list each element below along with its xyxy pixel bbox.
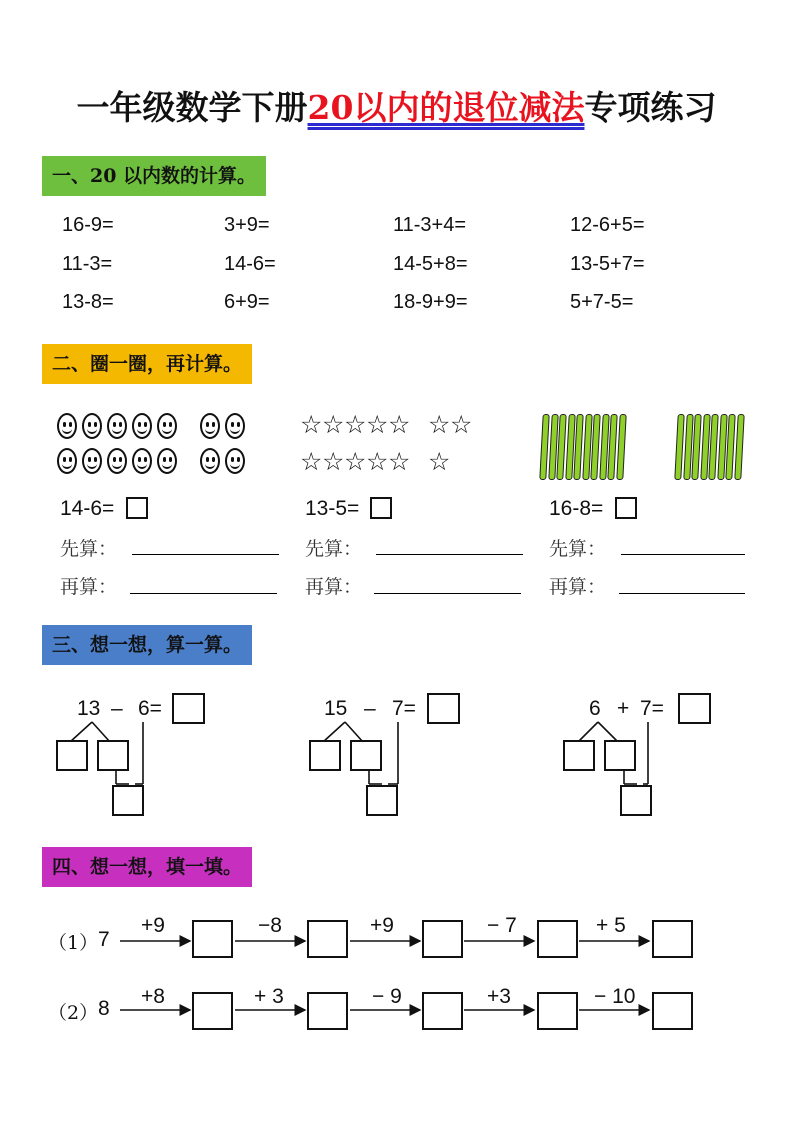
- smiley-icon: [107, 448, 127, 474]
- intermediate-box[interactable]: [620, 785, 652, 816]
- smiley-icon: [57, 413, 77, 439]
- title-highlight: 20以内的退位减法: [307, 88, 585, 127]
- smiley-row-1: [57, 413, 250, 439]
- section2-heading: 二、圈一圈，再计算。: [42, 344, 252, 384]
- smiley-icon: [82, 448, 102, 474]
- star-icon: ☆: [322, 410, 345, 439]
- chain-op: +8: [141, 985, 165, 1008]
- chain-op: +9: [370, 914, 394, 937]
- operand-b: 6=: [138, 697, 162, 720]
- smiley-icon: [82, 413, 102, 439]
- answer-line[interactable]: [619, 593, 745, 594]
- star-icon: ☆: [428, 410, 451, 439]
- operator: –: [364, 697, 376, 720]
- star-icon: ☆: [300, 447, 323, 476]
- answer-line[interactable]: [132, 554, 279, 555]
- problem: 12-6+5=: [570, 214, 645, 236]
- result-box[interactable]: [427, 693, 460, 724]
- result-box[interactable]: [678, 693, 711, 724]
- then-label: 再算：: [60, 576, 118, 598]
- answer-line[interactable]: [376, 554, 523, 555]
- star-icon: ☆: [428, 447, 451, 476]
- section1-heading: 一、20 以内数的计算。: [42, 156, 266, 196]
- star-icon: ☆: [322, 447, 345, 476]
- answer-box[interactable]: [126, 497, 148, 519]
- stick-group-ten: [541, 414, 626, 480]
- answer-line[interactable]: [621, 554, 745, 555]
- chain-box[interactable]: [307, 920, 348, 958]
- answer-line[interactable]: [130, 593, 277, 594]
- smiley-icon: [132, 413, 152, 439]
- star-row-2: [300, 448, 450, 476]
- smiley-icon: [132, 448, 152, 474]
- split-box[interactable]: [56, 740, 88, 771]
- chain-op: − 10: [594, 985, 636, 1008]
- first-label: 先算：: [305, 538, 363, 560]
- star-icon: ☆: [388, 447, 411, 476]
- problem: 3+9=: [224, 214, 270, 236]
- chain-op: + 3: [254, 985, 284, 1008]
- equation: 16-8=: [549, 497, 604, 520]
- equation: 13-5=: [305, 497, 360, 520]
- chain-box[interactable]: [537, 992, 578, 1030]
- result-box[interactable]: [172, 693, 205, 724]
- problem: 5+7-5=: [570, 291, 634, 313]
- problem: 13-5+7=: [570, 253, 645, 275]
- smiley-icon: [200, 448, 220, 474]
- problem: 18-9+9=: [393, 291, 468, 313]
- chain-box[interactable]: [537, 920, 578, 958]
- split-box[interactable]: [604, 740, 636, 771]
- smiley-icon: [57, 448, 77, 474]
- chain-box[interactable]: [652, 920, 693, 958]
- chain-box[interactable]: [192, 920, 233, 958]
- operator: –: [111, 697, 123, 720]
- star-icon: ☆: [300, 410, 323, 439]
- title-suffix: 专项练习: [584, 88, 717, 127]
- stick-group-six: [676, 414, 744, 480]
- smiley-icon: [225, 448, 245, 474]
- page-title: [0, 82, 793, 129]
- split-box[interactable]: [563, 740, 595, 771]
- smiley-icon: [200, 413, 220, 439]
- intermediate-box[interactable]: [366, 785, 398, 816]
- smiley-row-2: [57, 448, 250, 474]
- operand-b: 7=: [392, 697, 416, 720]
- star-icon: ☆: [366, 447, 389, 476]
- smiley-icon: [107, 413, 127, 439]
- chain-op: +3: [487, 985, 511, 1008]
- answer-line[interactable]: [374, 593, 521, 594]
- chain-start: 8: [98, 997, 110, 1020]
- star-icon: ☆: [450, 410, 473, 439]
- problem: 14-6=: [224, 253, 276, 275]
- chain-op: − 9: [372, 985, 402, 1008]
- section3-heading: 三、想一想，算一算。: [42, 625, 252, 665]
- chain-box[interactable]: [307, 992, 348, 1030]
- problem: 14-5+8=: [393, 253, 468, 275]
- stick-icon: [734, 414, 744, 480]
- problem: 13-8=: [62, 291, 114, 313]
- then-label: 再算：: [305, 576, 363, 598]
- operator: +: [617, 697, 630, 720]
- answer-box[interactable]: [370, 497, 392, 519]
- star-icon: ☆: [388, 410, 411, 439]
- operand-a: 13: [77, 697, 101, 720]
- equation: 14-6=: [60, 497, 115, 520]
- section4-heading: 四、想一想，填一填。: [42, 847, 252, 887]
- operand-b: 7=: [640, 697, 664, 720]
- problem: 11-3=: [62, 253, 113, 275]
- chain-box[interactable]: [422, 920, 463, 958]
- chain-start: 7: [98, 928, 110, 951]
- first-label: 先算：: [60, 538, 118, 560]
- operand-a: 15: [324, 697, 348, 720]
- chain-op: + 5: [596, 914, 626, 937]
- problem: 16-9=: [62, 214, 114, 236]
- split-box[interactable]: [97, 740, 129, 771]
- chain-op: +9: [141, 914, 165, 937]
- chain-op: − 7: [487, 914, 517, 937]
- chain-op: −8: [258, 914, 282, 937]
- smiley-icon: [157, 413, 177, 439]
- then-label: 再算：: [549, 576, 607, 598]
- star-row-1: [300, 411, 472, 439]
- first-label: 先算：: [549, 538, 607, 560]
- smiley-icon: [225, 413, 245, 439]
- stick-icon: [616, 414, 626, 480]
- split-box[interactable]: [309, 740, 341, 771]
- problem: 11-3+4=: [393, 214, 467, 236]
- split-box[interactable]: [350, 740, 382, 771]
- problem: 6+9=: [224, 291, 270, 313]
- star-icon: ☆: [366, 410, 389, 439]
- chain-box[interactable]: [422, 992, 463, 1030]
- star-icon: ☆: [344, 410, 367, 439]
- chain-label: （1）: [48, 932, 99, 954]
- title-prefix: 一年级数学下册: [76, 88, 308, 127]
- chain-label: （2）: [48, 1002, 99, 1024]
- chain-box[interactable]: [652, 992, 693, 1030]
- intermediate-box[interactable]: [112, 785, 144, 816]
- operand-a: 6: [589, 697, 601, 720]
- smiley-icon: [157, 448, 177, 474]
- answer-box[interactable]: [615, 497, 637, 519]
- chain-box[interactable]: [192, 992, 233, 1030]
- star-icon: ☆: [344, 447, 367, 476]
